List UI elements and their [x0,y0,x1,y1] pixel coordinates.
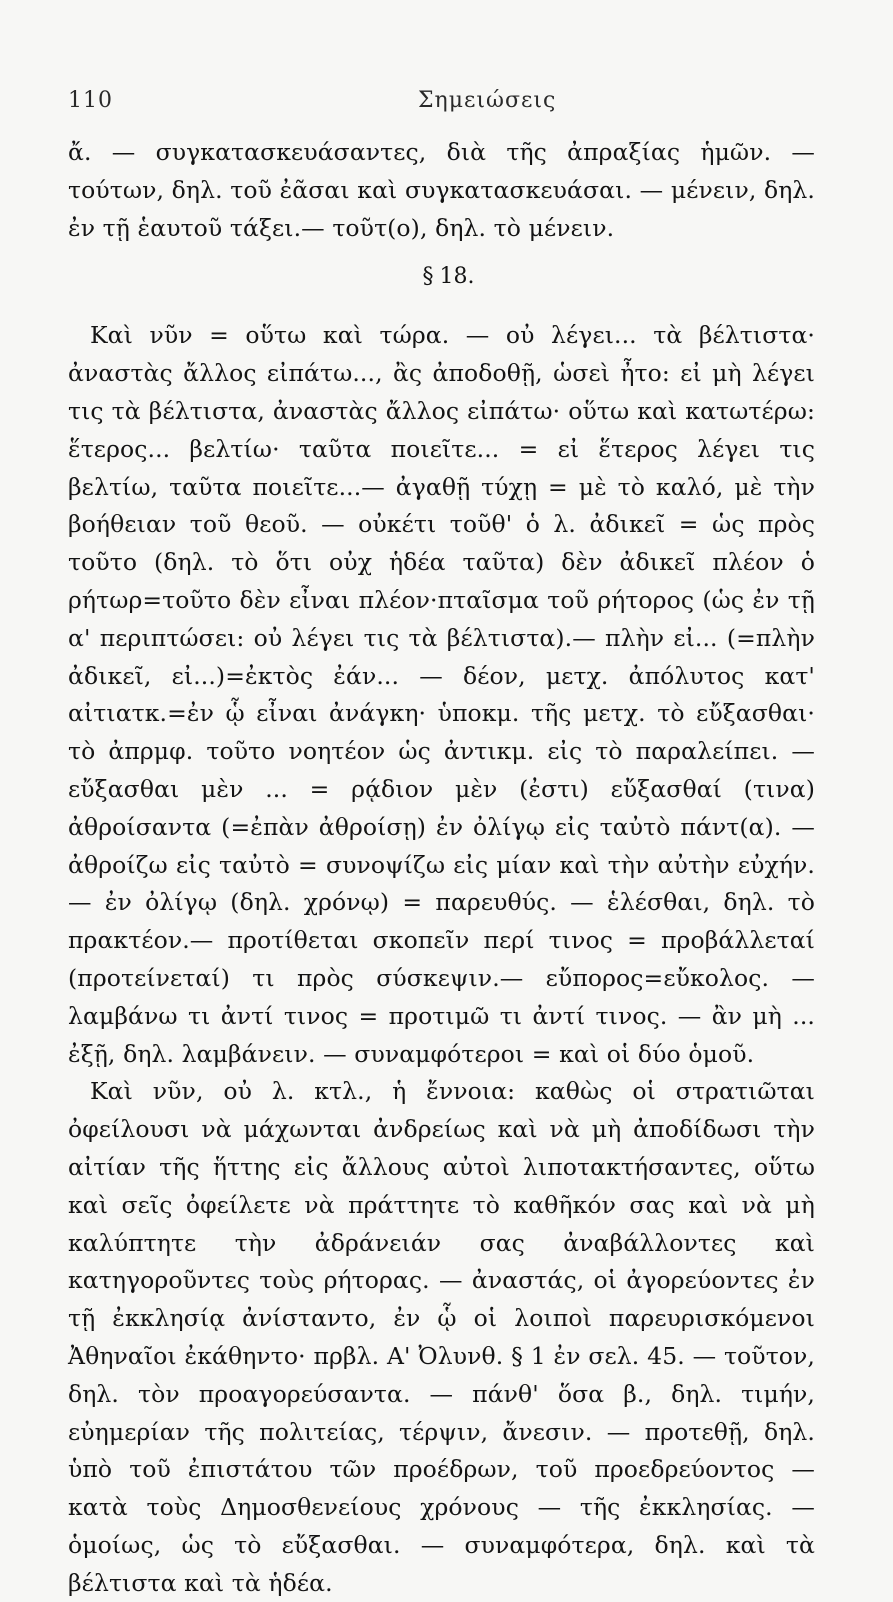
section-symbol: § [422,264,434,290]
paragraph-intro: ἄ. — συγκατασκευάσαντες, διὰ τῆς ἀπραξίας ἡμῶν. — τούτων, δηλ. τοῦ ἐᾶσαι καὶ συγκατασκευάσαι. — μένειν, δηλ. ἐν τῇ ἑαυτοῦ τάξει.— τοῦτ(ο), δηλ. τὸ μένειν. [68,138,815,242]
paragraph-meaning: Καὶ νῦν, οὐ λ. κτλ., ἡ ἔννοια: καθὼς οἱ στρατιῶται ὀφείλουσι νὰ μάχωνται ἀνδρείως καὶ νὰ μὴ ἀποδίδωσι τὴν αἰτίαν τῆς ἥττης εἰς ἄλλους αὐτοὶ λιποτακτήσαντες, οὕτω καὶ σεῖς ὀφείλετε νὰ πράττητε τὸ καθῆκόν σας καὶ νὰ μὴ καλύπτητε τὴν ἀδράνειάν σας ἀναβάλλοντες καὶ κατηγοροῦντες τοὺς ρήτορας. — ἀναστάς, οἱ ἀγορεύοντες ἐν τῇ ἐκκλησίᾳ ἀνίσταντο, ἐν ᾧ οἱ λοιποὶ παρευρισκόμενοι Ἀθηναῖοι ἐκάθηντο· πρβλ. Α' Ὀλυνθ. § 1 ἐν σελ. 45. — τοῦτον, δηλ. τὸν προαγορεύσαντα. — πάνθ' ὅσα β., δηλ. τιμήν, εὐημερίαν τῆς πολιτείας, τέρψιν, ἄνεσιν. — προτεθῇ, δηλ. ὑπὸ τοῦ ἐπιστάτου τῶν προέδρων, τοῦ προεδρεύοντος — κατὰ τοὺς Δημοσθενείους χρόνους — τῆς ἐκκλησίας. — ὁμοίως, ὡς τὸ εὔξασθαι. — συναμφότερα, δηλ. καὶ τὰ βέλτιστα καὶ τὰ ἡδέα. [68,1077,815,1597]
section-heading [88,257,815,297]
running-title: Σημειώσεις [418,88,557,113]
page-number: 110 [68,88,113,113]
section-number: 18. [439,264,475,290]
paragraph-notes: Καὶ νῦν = οὕτω καὶ τώρα. — οὐ λέγει... τὰ βέλτιστα· ἀναστὰς ἄλλος εἰπάτω..., ἂς ἀποδοθῇ, ὡσεὶ ἦτο: εἰ μὴ λέγει τις τὰ βέλτιστα, ἀναστὰς ἄλλος εἰπάτω· οὕτω καὶ κατωτέρω: ἕτερος... βελτίω· ταῦτα ποιεῖτε... = εἰ ἕτερος λέγει τις βελτίω, ταῦτα ποιεῖτε...— ἀγαθῇ τύχῃ = μὲ τὸ καλό, μὲ τὴν βοήθειαν τοῦ θεοῦ. — οὐκέτι τοῦθ' ὁ λ. ἀδικεῖ = ὡς πρὸς τοῦτο (δηλ. τὸ ὅτι οὐχ ἡδέα ταῦτα) δὲν ἀδικεῖ πλέον ὁ ρήτωρ=τοῦτο δὲν εἶναι πλέον·πταῖσμα τοῦ ρήτορος (ὡς ἐν τῇ α' περιπτώσει: οὐ λέγει τις τὰ βέλτιστα).— πλὴν εἰ... (=πλὴν ἀδικεῖ, εἰ...)=ἐκτὸς ἐάν... — δέον, μετχ. ἀπόλυτος κατ' αἰτιατκ.=ἐν ᾧ εἶναι ἀνάγκη· ὑποκμ. τῆς μετχ. τὸ εὔξασθαι· τὸ ἀπρμφ. τοῦτο νοητέον ὡς ἀντικμ. εἰς τὸ παραλείπει. — εὔξασθαι μὲν ... = ρᾴδιον μὲν (ἐστι) εὔξασθαί (τινα) ἀθροίσαντα (=ἐπὰν ἀθροίσῃ) ἐν ὀλίγῳ εἰς ταὐτὸ πάντ(α). — ἀθροίζω εἰς ταὐτὸ = συνοψίζω εἰς μίαν καὶ τὴν αὐτὴν εὐχήν. — ἐν ὀλίγῳ (δηλ. χρόνῳ) = παρευθύς. — ἑλέσθαι, δηλ. τὸ πρακτέον.— προτίθεται σκοπεῖν περί τινος = προβάλλεταί (προτείνεταί) τι πρὸς σύσκεψιν.— εὔπορος=εὔκολος. — λαμβάνω τι ἀντί τινος = προτιμῶ τι ἀντί τινος. — ἂν μὴ ... ἐξῇ, δηλ. λαμβάνειν. — συναμφότεροι = καὶ οἱ δύο ὁμοῦ. [68,321,815,1068]
page-header [68,88,815,134]
